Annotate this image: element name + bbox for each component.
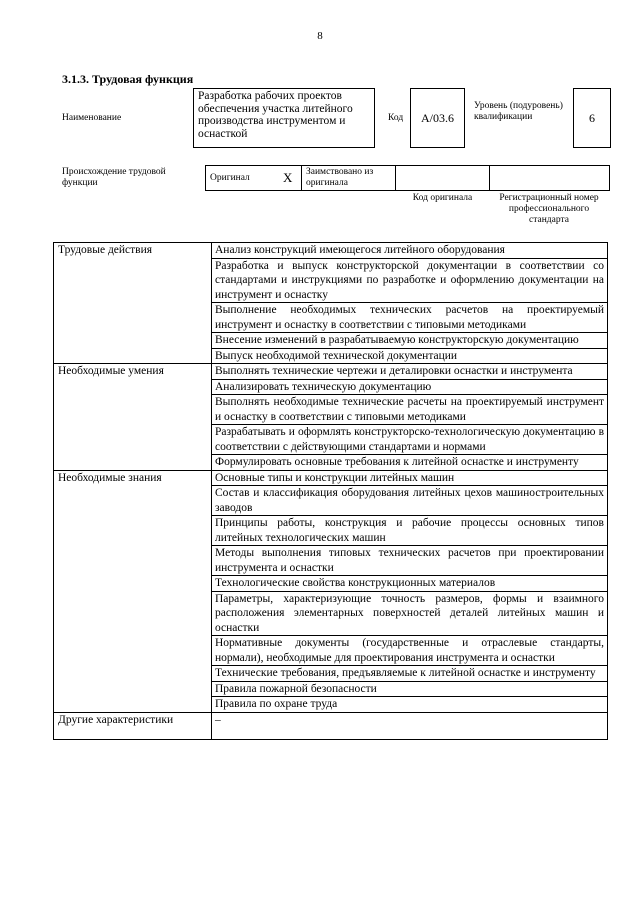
origin-mark: X (275, 166, 302, 191)
section-item: Методы выполнения типовых технических расчетов при проектировании инструмента и оснастки (212, 546, 608, 576)
section-item: Нормативные документы (государственные и отраслевые стандарты, нормали), необходимые для проектирования инструмента и оснастки (212, 636, 608, 666)
section-heading: Необходимые знания (54, 470, 212, 712)
section-item: Выпуск необходимой технической документации (212, 348, 608, 364)
code-label: Код (388, 113, 404, 123)
origin-original: Оригинал (206, 166, 275, 191)
section-item: Основные типы и конструкции литейных машин (212, 470, 608, 486)
section-item: Внесение изменений в разрабатываемую конструкторскую документацию (212, 333, 608, 349)
table-row (54, 712, 608, 739)
section-item: Технические требования, предъявляемые к литейной оснастке и инструменту (212, 666, 608, 682)
section-item: Выполнять необходимые технические расчеты на проектируемый инструмент и оснастку в соответствии с типовыми методиками (212, 395, 608, 425)
section-item: Принципы работы, конструкция и рабочие процессы основных типов литейных технологических машин (212, 516, 608, 546)
level-box: 6 (573, 88, 611, 148)
origin-table (205, 165, 610, 191)
section-item: Параметры, характеризующие точность размеров, формы и взаимного расположения элементарных поверхностей деталей литейных машин и оснастки (212, 591, 608, 636)
code-box: A/03.6 (410, 88, 465, 148)
section-heading: Трудовые действия (54, 243, 212, 364)
section-item: – (212, 712, 608, 739)
section-item: Состав и классификация оборудования литейных цехов машиностроительных заводов (212, 486, 608, 516)
origin-code-caption: Код оригинала (412, 193, 473, 203)
section-title: 3.1.3. Трудовая функция (62, 72, 194, 86)
origin-code-cell (396, 166, 490, 191)
section-item: Выполнение необходимых технических расчетов на проектируемый инструмент и оснастку в соответствии с типовыми методиками (212, 303, 608, 333)
section-item: Разрабатывать и оформлять конструкторско-технологическую документацию в соответствии с действующими стандартами и нормами (212, 425, 608, 455)
section-heading: Другие характеристики (54, 712, 212, 739)
level-label: Уровень (подуровень) квалификации (474, 101, 563, 122)
function-name-box: Разработка рабочих проектов обеспечения участка литейного производства инструментом и оснасткой (193, 88, 375, 148)
page-number: 8 (317, 30, 323, 42)
section-item: Анализировать техническую документацию (212, 379, 608, 395)
origin-borrowed: Заимствовано из оригинала (302, 166, 396, 191)
origin-reg-caption: Регистрационный номер профессионального стандарта (499, 193, 599, 225)
origin-reg-cell (490, 166, 610, 191)
function-table (53, 242, 608, 740)
section-item: Разработка и выпуск конструкторской документации в соответствии со стандартами и инструкциями по разработке и оформлению документации на инструмент и оснастку (212, 258, 608, 303)
section-item: Выполнять технические чертежи и деталировки оснастки и инструмента (212, 364, 608, 380)
section-item: Технологические свойства конструкционных материалов (212, 576, 608, 592)
origin-label: Происхождение трудовой функции (62, 167, 166, 188)
table-row (54, 243, 608, 259)
section-item: Правила по охране труда (212, 697, 608, 713)
name-label: Наименование (62, 113, 122, 123)
section-item: Правила пожарной безопасности (212, 681, 608, 697)
section-item: Формулировать основные требования к литейной оснастке и инструменту (212, 455, 608, 471)
table-row (54, 364, 608, 380)
section-heading: Необходимые умения (54, 364, 212, 471)
section-item: Анализ конструкций имеющегося литейного оборудования (212, 243, 608, 259)
table-row (54, 470, 608, 486)
